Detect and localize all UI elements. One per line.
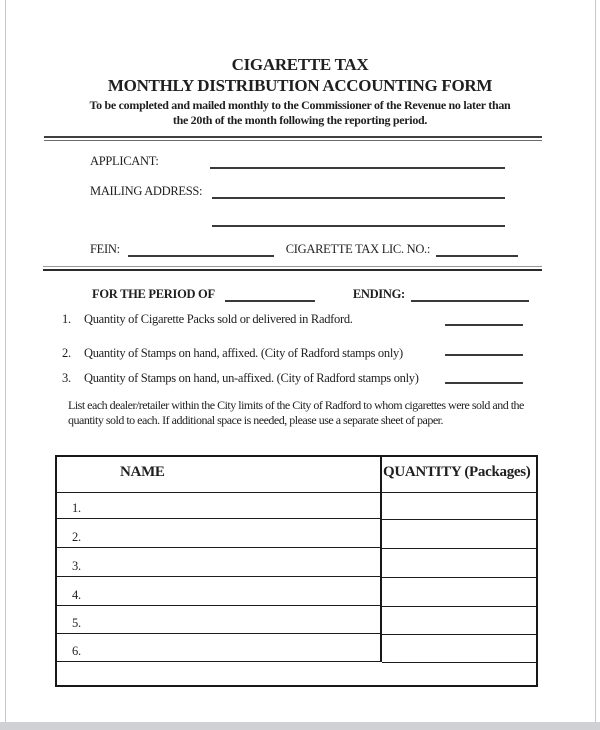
item-2-number: 2. [62,346,71,360]
table-column-divider [380,457,382,662]
table-row-6-number: 6. [72,644,81,658]
dealer-name-field-5[interactable] [57,613,380,634]
dealer-name-field-1[interactable] [57,498,380,519]
dealer-quantity-field-5[interactable] [382,613,536,635]
page-bottom-edge [0,722,600,730]
dealer-name-field-3[interactable] [57,556,380,577]
dealer-table [55,455,538,687]
mailing-address-field-line1[interactable] [212,184,505,199]
license-field[interactable] [436,242,518,257]
form-title-line2: MONTHLY DISTRIBUTION ACCOUNTING FORM [107,76,493,95]
item-3-number: 3. [62,371,71,385]
item-1-number: 1. [62,312,71,326]
section-divider-rule-middle [43,266,542,271]
dealer-quantity-field-4[interactable] [382,585,536,607]
period-row [92,287,529,302]
applicant-label: APPLICANT: [90,154,159,168]
item-3-text: Quantity of Stamps on hand, un-affixed. (City of Radford stamps only) [84,371,419,385]
dealer-table-header-row [57,457,536,493]
quantity-column-header: QUANTITY (Packages) [383,464,531,480]
dealer-name-field-2[interactable] [57,527,380,548]
applicant-row [90,154,505,169]
dealer-quantity-field-6[interactable] [382,641,536,663]
name-column-header: NAME [120,464,165,480]
item-1-text: Quantity of Cigarette Packs sold or delivered in Radford. [84,312,353,326]
mailing-address-field-line2[interactable] [212,225,505,227]
form-subtitle-line2: the 20th of the month following the reporting period. [172,113,428,127]
table-row-1-number: 1. [72,501,81,515]
form-title-line1: CIGARETTE TAX [231,55,369,74]
mailing-address-row [90,184,505,199]
dealer-name-field-4[interactable] [57,585,380,606]
period-label: FOR THE PERIOD OF [92,287,215,301]
page-left-edge [5,0,6,722]
dealer-quantity-field-1[interactable] [382,498,536,520]
dealer-quantity-field-2[interactable] [382,527,536,549]
period-field[interactable] [225,287,315,302]
fein-field[interactable] [128,242,274,257]
item-1-field[interactable] [445,324,523,326]
item-1-row [62,312,353,327]
license-label: CIGARETTE TAX LIC. NO.: [285,242,431,256]
item-2-text: Quantity of Stamps on hand, affixed. (City of Radford stamps only) [84,346,403,360]
form-subtitle-line1: To be completed and mailed monthly to the Commissioner of the Revenue no later than [89,98,511,112]
section-divider-rule-top [44,136,542,141]
mailing-address-label: MAILING ADDRESS: [90,184,203,198]
fein-label: FEIN: [90,242,120,256]
ending-label: ENDING: [352,287,405,301]
item-2-field[interactable] [445,354,523,356]
item-3-field[interactable] [445,382,523,384]
table-row-3-number: 3. [72,559,81,573]
fein-license-row [90,242,518,257]
instructions-line2: quantity sold to each. If additional space is needed, please use a separate sheet of paper. [68,413,444,427]
table-row-2-number: 2. [72,530,81,544]
instructions-line1: List each dealer/retailer within the City limits of the City of Radford to whom cigarettes were sold and the [68,398,524,412]
ending-field[interactable] [411,287,529,302]
table-row-5-number: 5. [72,616,81,630]
page-right-edge [595,0,596,722]
dealer-name-field-6[interactable] [57,641,380,662]
dealer-quantity-field-3[interactable] [382,556,536,578]
item-3-row [62,371,419,386]
item-2-row [62,346,403,361]
applicant-field[interactable] [210,154,505,169]
table-row-4-number: 4. [72,588,81,602]
